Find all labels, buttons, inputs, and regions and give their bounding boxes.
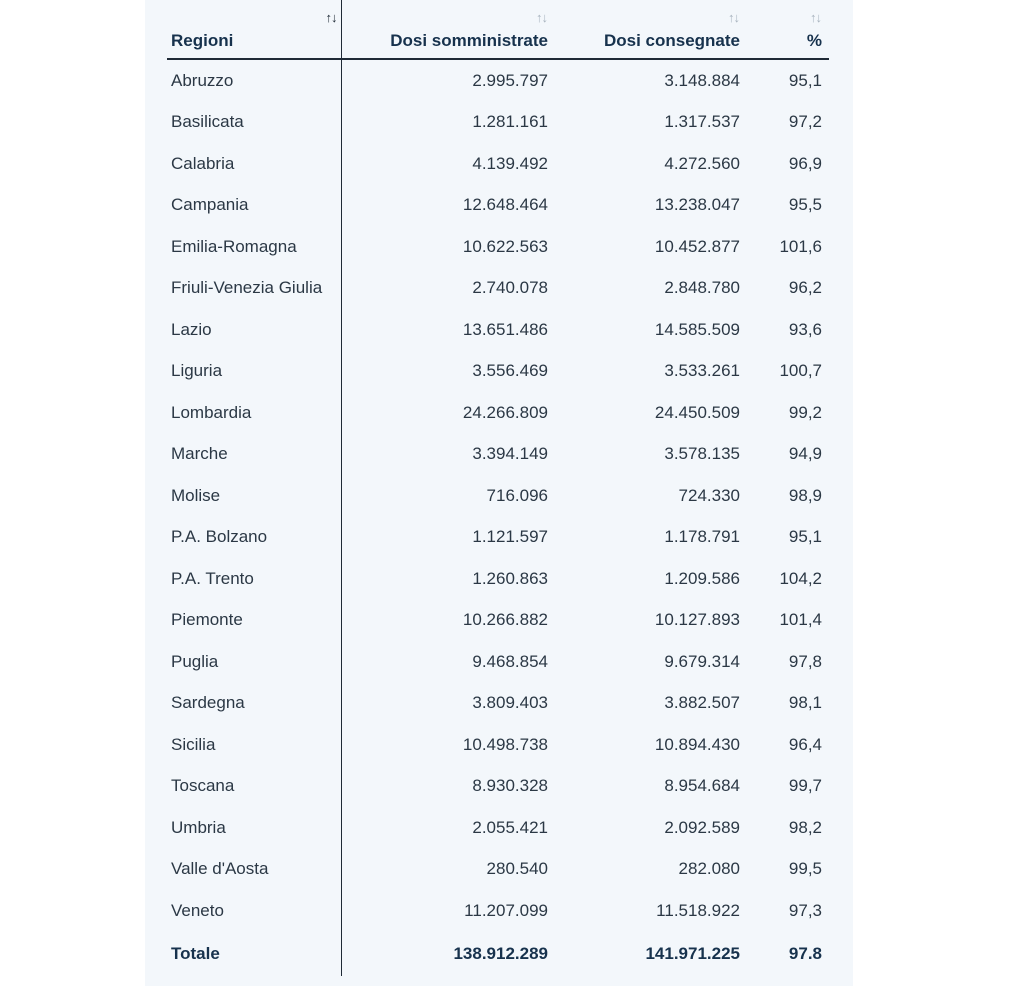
percent-cell: 94,9 [788, 444, 822, 464]
administered-cell: 3.556.469 [472, 361, 548, 381]
administered-cell: 13.651.486 [462, 319, 548, 339]
table-body [167, 59, 829, 976]
table-row [167, 517, 829, 559]
delivered-cell: 3.882.507 [664, 693, 740, 713]
table-row [167, 641, 829, 683]
region-cell: Calabria [167, 143, 341, 185]
table-row [167, 102, 829, 144]
percent-cell: 98,9 [788, 485, 822, 505]
table-row [167, 351, 829, 393]
table-row [167, 309, 829, 351]
table-row [167, 143, 829, 185]
delivered-cell: 724.330 [678, 485, 740, 505]
administered-cell: 3.394.149 [472, 444, 548, 464]
column-header-label: % [806, 31, 822, 50]
region-cell: Piemonte [167, 600, 341, 642]
percent-cell: 101,4 [779, 610, 822, 630]
sort-arrows-icon[interactable]: ↑↓ [325, 10, 337, 25]
table-row [167, 558, 829, 600]
percent-cell: 104,2 [779, 568, 822, 588]
delivered-cell: 1.178.791 [664, 527, 740, 547]
administered-cell: 8.930.328 [472, 776, 548, 796]
percent-cell: 93,6 [788, 319, 822, 339]
delivered-cell: 11.518.922 [656, 900, 740, 920]
region-cell: Veneto [167, 890, 341, 932]
column-header-percent[interactable] [747, 0, 829, 59]
administered-cell: 4.139.492 [472, 153, 548, 173]
administered-cell: 138.912.289 [453, 943, 548, 963]
region-cell: P.A. Bolzano [167, 517, 341, 559]
delivered-cell: 1.209.586 [664, 568, 740, 588]
delivered-cell: 3.148.884 [664, 70, 740, 90]
delivered-cell: 13.238.047 [654, 195, 740, 215]
administered-cell: 2.995.797 [472, 70, 548, 90]
header-row [167, 0, 829, 59]
table-row [167, 434, 829, 476]
table-row [167, 724, 829, 766]
region-cell: Liguria [167, 351, 341, 393]
delivered-cell: 10.127.893 [654, 610, 740, 630]
administered-cell: 12.648.464 [462, 195, 548, 215]
table-row [167, 392, 829, 434]
administered-cell: 10.622.563 [462, 236, 548, 256]
region-cell: Friuli-Venezia Giulia [167, 268, 341, 310]
region-cell: Marche [167, 434, 341, 476]
delivered-cell: 24.450.509 [654, 402, 740, 422]
administered-cell: 716.096 [486, 485, 548, 505]
column-header-label: Regioni [171, 31, 234, 50]
table-row [167, 226, 829, 268]
region-cell: Basilicata [167, 102, 341, 144]
administered-cell: 10.266.882 [462, 610, 548, 630]
percent-cell: 99,2 [788, 402, 822, 422]
percent-cell: 99,7 [788, 776, 822, 796]
delivered-cell: 3.578.135 [664, 444, 740, 464]
region-cell: Umbria [167, 807, 341, 849]
percent-cell: 98,2 [788, 817, 822, 837]
percent-cell: 95,5 [788, 195, 822, 215]
percent-cell: 97,2 [788, 112, 822, 132]
table-row [167, 268, 829, 310]
region-cell: Emilia-Romagna [167, 226, 341, 268]
percent-cell: 95,1 [788, 70, 822, 90]
table-header [167, 0, 829, 59]
percent-cell: 98,1 [788, 693, 822, 713]
region-cell: Molise [167, 475, 341, 517]
percent-cell: 99,5 [788, 859, 822, 879]
delivered-cell: 4.272.560 [664, 153, 740, 173]
delivered-cell: 2.092.589 [664, 817, 740, 837]
delivered-cell: 141.971.225 [645, 943, 740, 963]
administered-cell: 10.498.738 [462, 734, 548, 754]
administered-cell: 280.540 [486, 859, 548, 879]
region-cell: Valle d'Aosta [167, 849, 341, 891]
delivered-cell: 2.848.780 [664, 278, 740, 298]
delivered-cell: 9.679.314 [664, 651, 740, 671]
administered-cell: 1.260.863 [472, 568, 548, 588]
sort-arrows-icon[interactable]: ↑↓ [728, 10, 739, 25]
region-cell: Lazio [167, 309, 341, 351]
region-cell: P.A. Trento [167, 558, 341, 600]
administered-cell: 1.281.161 [472, 112, 548, 132]
column-header-administered[interactable] [341, 0, 555, 59]
percent-cell: 97,3 [788, 900, 822, 920]
table-row [167, 185, 829, 227]
region-cell: Toscana [167, 766, 341, 808]
percent-cell: 96,2 [788, 278, 822, 298]
region-cell: Totale [167, 932, 341, 976]
region-cell: Abruzzo [167, 59, 341, 102]
administered-cell: 3.809.403 [472, 693, 548, 713]
table-row [167, 600, 829, 642]
table-row [167, 849, 829, 891]
table-row [167, 59, 829, 102]
delivered-cell: 282.080 [678, 859, 740, 879]
delivered-cell: 1.317.537 [664, 112, 740, 132]
table-row [167, 766, 829, 808]
percent-cell: 100,7 [779, 361, 822, 381]
total-row [167, 932, 829, 976]
administered-cell: 2.055.421 [472, 817, 548, 837]
column-header-delivered[interactable] [555, 0, 747, 59]
administered-cell: 1.121.597 [472, 527, 548, 547]
table-row [167, 807, 829, 849]
administered-cell: 2.740.078 [472, 278, 548, 298]
column-header-label: Dosi consegnate [603, 31, 740, 50]
percent-cell: 97,8 [788, 651, 822, 671]
vaccine-doses-table [167, 0, 829, 976]
table-panel [145, 0, 853, 986]
table-row [167, 475, 829, 517]
administered-cell: 24.266.809 [462, 402, 548, 422]
administered-cell: 9.468.854 [472, 651, 548, 671]
percent-cell: 97.8 [788, 943, 822, 963]
delivered-cell: 10.894.430 [654, 734, 740, 754]
delivered-cell: 8.954.684 [664, 776, 740, 796]
percent-cell: 95,1 [788, 527, 822, 547]
administered-cell: 11.207.099 [464, 900, 548, 920]
percent-cell: 96,4 [788, 734, 822, 754]
region-cell: Campania [167, 185, 341, 227]
delivered-cell: 3.533.261 [664, 361, 740, 381]
region-cell: Sardegna [167, 683, 341, 725]
sort-arrows-icon[interactable]: ↑↓ [536, 10, 547, 25]
percent-cell: 96,9 [788, 153, 822, 173]
delivered-cell: 14.585.509 [654, 319, 740, 339]
region-cell: Puglia [167, 641, 341, 683]
column-header-label: Dosi somministrate [390, 31, 548, 50]
table-row [167, 890, 829, 932]
column-header-region[interactable] [167, 0, 341, 59]
sort-arrows-icon[interactable]: ↑↓ [810, 10, 821, 25]
region-cell: Lombardia [167, 392, 341, 434]
table-row [167, 683, 829, 725]
region-cell: Sicilia [167, 724, 341, 766]
percent-cell: 101,6 [779, 236, 822, 256]
delivered-cell: 10.452.877 [654, 236, 740, 256]
